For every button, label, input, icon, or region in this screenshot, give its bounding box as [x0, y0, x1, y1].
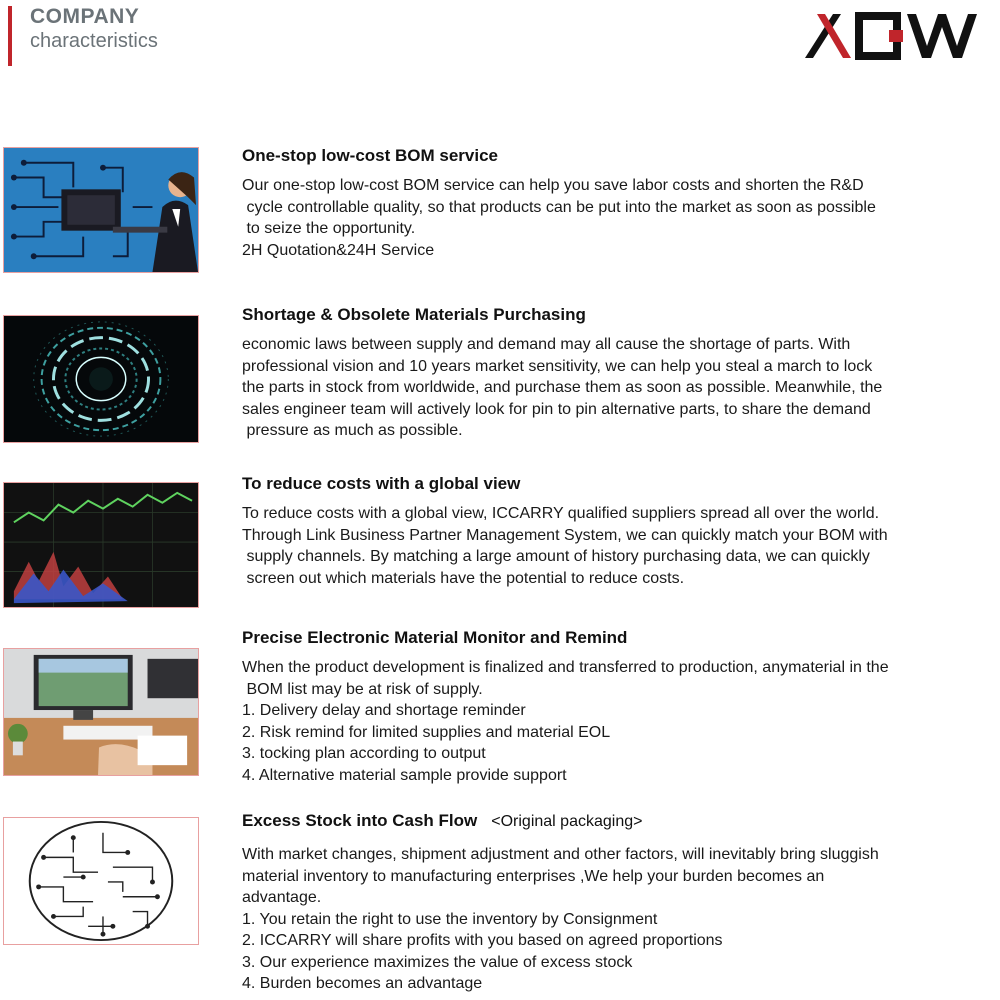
- header-title-line1: COMPANY: [30, 5, 140, 28]
- header-title-line2: characteristics: [30, 30, 158, 52]
- body-line: Our one-stop low-cost BOM service can help you save labor costs and shorten the R&D: [242, 177, 864, 194]
- body-line: Through Link Business Partner Management System, we can quickly match your BOM with: [242, 526, 888, 544]
- section-title: To reduce costs with a global view: [242, 474, 521, 493]
- section-body: [242, 175, 987, 261]
- body-line: 3. tocking plan according to output: [242, 745, 486, 762]
- body-line: screen out which materials have the potential to reduce costs.: [242, 569, 685, 587]
- body-line: supply channels. By matching a large amount of history purchasing data, we can quickly: [242, 548, 870, 565]
- body-line: 3. Our experience maximizes the value of excess stock: [242, 953, 633, 971]
- section-content: [242, 305, 987, 442]
- body-line: 1. You retain the right to use the inventory by Consignment: [242, 910, 658, 928]
- section-body: [242, 503, 987, 589]
- circuit-globe-image: [3, 817, 199, 945]
- body-line: material inventory to manufacturing enterprises ,We help your burden becomes an: [242, 867, 825, 885]
- body-line: BOM list may be at risk of supply.: [242, 680, 483, 698]
- body-line: When the product development is finalized and transferred to production, anymaterial in the: [242, 659, 889, 676]
- body-line: With market changes, shipment adjustment and other factors, will inevitably bring sluggish: [242, 846, 879, 863]
- body-line: 2H Quotation&24H Service: [242, 241, 435, 259]
- section-content: [242, 628, 987, 786]
- header-title: [30, 6, 158, 51]
- section-title: Precise Electronic Material Monitor and Remind: [242, 628, 628, 647]
- body-line: 4. Burden becomes an advantage: [242, 975, 483, 992]
- section-body: [242, 334, 987, 442]
- body-line: professional vision and 10 years market sensitivity, we can help you steal a march to lock: [242, 357, 873, 375]
- body-line: sales engineer team will actively look for pin to pin alternative parts, to share the demand: [242, 400, 871, 418]
- header-accent-bar: [8, 6, 12, 66]
- section-content: [242, 811, 987, 995]
- tablet-stock-chart-image: [3, 482, 199, 608]
- section-title: Shortage & Obsolete Materials Purchasing: [242, 305, 586, 324]
- body-line: 1. Delivery delay and shortage reminder: [242, 702, 526, 719]
- body-line: pressure as much as possible.: [242, 422, 463, 439]
- body-line: To reduce costs with a global view, ICCARRY qualified suppliers spread all over the world.: [242, 505, 880, 522]
- section-body: [242, 657, 987, 786]
- company-logo: [803, 10, 995, 60]
- section-content: [242, 474, 987, 589]
- body-line: to seize the opportunity.: [242, 220, 416, 237]
- section-title: Excess Stock into Cash Flow <Original packaging>: [242, 811, 643, 830]
- body-line: cycle controllable quality, so that products can be put into the market as soon as possible: [242, 198, 876, 216]
- body-line: advantage.: [242, 889, 322, 906]
- body-line: 4. Alternative material sample provide support: [242, 766, 567, 784]
- section-title-suffix: <Original packaging>: [491, 813, 643, 830]
- body-line: economic laws between supply and demand may all cause the shortage of parts. With: [242, 336, 851, 353]
- body-line: 2. Risk remind for limited supplies and material EOL: [242, 723, 611, 741]
- section-title: One-stop low-cost BOM service: [242, 146, 498, 165]
- glowing-ring-data-image: [3, 315, 199, 443]
- section-content: [242, 146, 987, 261]
- office-desk-computer-image: [3, 648, 199, 776]
- circuit-chip-woman-laptop-image: [3, 147, 199, 273]
- body-line: the parts in stock from worldwide, and purchase them as soon as possible. Meanwhile, the: [242, 379, 883, 396]
- page-header: [0, 0, 1000, 90]
- body-line: 2. ICCARRY will share profits with you based on agreed proportions: [242, 932, 723, 949]
- section-body: [242, 844, 987, 995]
